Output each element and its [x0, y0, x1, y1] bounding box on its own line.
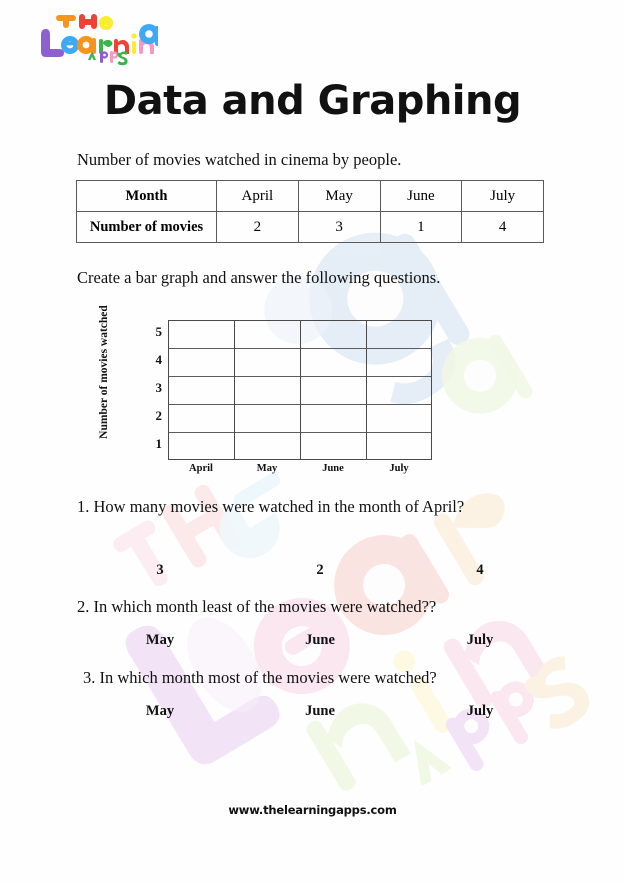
table-cell: July: [462, 181, 544, 212]
question-2-text: 2. In which month least of the movies were watched??: [77, 597, 437, 616]
bar-graph: [82, 305, 442, 478]
instruction-text: Create a bar graph and answer the following questions.: [77, 268, 441, 287]
y-tick-label: 2: [155, 408, 162, 423]
grid-vertical-line: [300, 321, 301, 459]
table-cell: May: [298, 181, 380, 212]
question-3-option-b[interactable]: June: [305, 703, 335, 719]
intro-text: Number of movies watched in cinema by people.: [77, 150, 402, 169]
x-tick-label-june: June: [322, 463, 344, 474]
table-cell: 3: [298, 212, 380, 243]
question-2-option-b[interactable]: June: [305, 632, 335, 648]
footer-url[interactable]: www.thelearningapps.com: [228, 803, 397, 817]
site-logo: [36, 12, 158, 68]
data-table: [76, 180, 544, 243]
table-row-header: Month: [77, 181, 217, 212]
y-axis-title: Number of movies watched: [98, 305, 110, 439]
x-axis-labels: [168, 463, 432, 479]
table-cell: June: [380, 181, 462, 212]
question-3-text: 3. In which month most of the movies were watched?: [83, 668, 437, 687]
x-tick-label-july: July: [389, 463, 409, 474]
grid-vertical-line: [234, 321, 235, 459]
question-3-option-a[interactable]: May: [145, 703, 175, 719]
y-tick-label: 4: [155, 352, 162, 367]
question-1-option-b[interactable]: 2: [316, 562, 324, 578]
table-row-header: Number of movies: [77, 212, 217, 243]
question-2-option-a[interactable]: May: [145, 632, 175, 648]
question-2-options: [100, 632, 560, 652]
grid-vertical-line: [366, 321, 367, 459]
question-1-text: 1. How many movies were watched in the month of April?: [77, 497, 465, 516]
question-1-option-a[interactable]: 3: [156, 562, 164, 578]
page-title: Data and Graphing: [103, 78, 522, 124]
question-1-options: [100, 562, 560, 582]
x-tick-label-april: April: [189, 463, 213, 474]
question-2-option-c[interactable]: July: [466, 632, 494, 648]
graph-grid[interactable]: [168, 320, 432, 460]
table-cell: 4: [462, 212, 544, 243]
table-cell: 1: [380, 212, 462, 243]
table-cell: 2: [217, 212, 299, 243]
question-1-option-c[interactable]: 4: [476, 562, 484, 578]
x-tick-label-may: May: [256, 463, 278, 474]
question-3-option-c[interactable]: July: [466, 703, 494, 719]
y-tick-label: 5: [155, 324, 162, 339]
table-row: [77, 181, 544, 212]
question-3-options: [100, 703, 560, 723]
y-tick-label: 3: [155, 380, 162, 395]
table-row: [77, 212, 544, 243]
table-cell: April: [217, 181, 299, 212]
y-axis-ticks: [138, 318, 162, 458]
y-tick-label: 1: [155, 436, 162, 451]
